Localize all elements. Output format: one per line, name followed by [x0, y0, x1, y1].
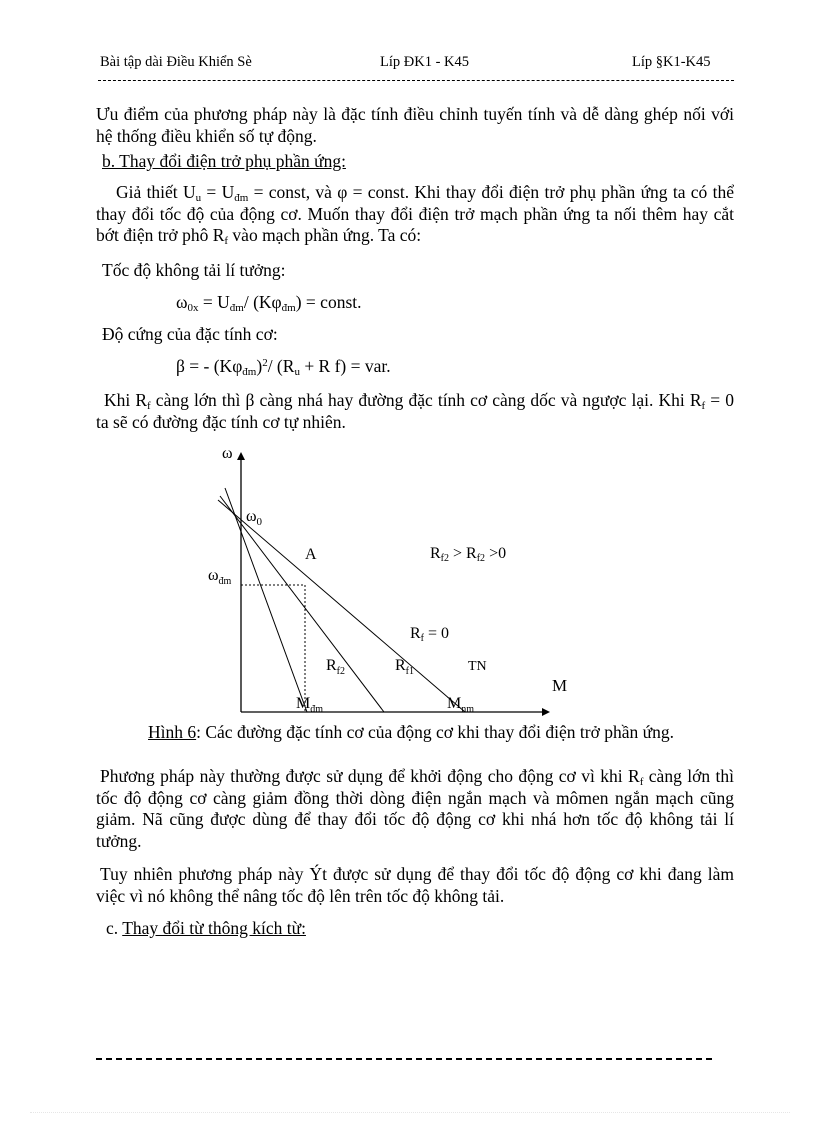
- page-edge-divider: [30, 1112, 790, 1113]
- point-a-label: A: [305, 546, 317, 563]
- ideal-speed-label: Tốc độ không tải lí tưởng:: [102, 260, 286, 280]
- paragraph-3: Phương pháp này thường được sử dụng để khởi động cho động cơ vì khi $R_f$ càng lớn thì tốc độ động cơ càng giảm đồng thời dòng điện ngắn mạch và mômen ngắn mạch cũng giảm. Nã cũng được dùng để thay đổi tốc độ động cơ khi nhá hơn tốc độ không tải lí tưởng.: [96, 766, 734, 851]
- tn-label: TN: [468, 659, 487, 674]
- paragraph-4: Tuy nhiên phương pháp này Ýt được sử dụng để thay đổi tốc độ động cơ khi đang làm việc vì nó không thể nâng tốc độ lên trên tốc độ không tải.: [96, 864, 734, 906]
- stiffness-formula: β = - $(K\varphi_{đm})^2/$ ($R_u + R$ f) = var.: [176, 356, 391, 378]
- line-natural-characteristic: [218, 500, 465, 712]
- x-axis-label: M: [552, 676, 568, 695]
- section-b-paragraph-2: Khi $R_f$ càng lớn thì β càng nhá hay đường đặc tính cơ càng dốc và ngược lại. Khi $R_f = 0$ ta sẽ có đường đặc tính cơ tự nhiên.: [96, 390, 734, 432]
- intro-paragraph: Ưu điểm của phương pháp này là đặc tính điều chỉnh tuyến tính và dễ dàng ghép nối với hệ thống điều khiển số tự động.: [96, 104, 734, 146]
- footer-divider: [96, 1058, 712, 1060]
- section-b-heading: b. Thay đổi điện trở phụ phần ứng:: [102, 151, 346, 171]
- header-class: Líp ĐK1 - K45: [380, 54, 470, 70]
- rf1-label: $R_{f1}$: [395, 657, 415, 677]
- resistance-relation-label: Rf2 > Rf2 >0: [430, 545, 507, 564]
- y-axis-label: ω: [222, 445, 233, 462]
- section-b-paragraph-1: Giả thiết $U_u = U_{đm}$ = const, và φ = const. Khi thay đổi điện trở phụ phần ứng ta có thể thay đổi tốc độ của động cơ. Muốn thay đổi điện trở mạch phần ứng ta nối thêm hay cắt bớt điện trở phô $R_f$ vào mạch phần ứng. Ta có:: [96, 182, 734, 247]
- omega-dm-label: $\omega_{đm}$: [208, 567, 232, 587]
- mdm-label: $M_{đm}$: [296, 695, 324, 715]
- line-rf2: [225, 488, 307, 712]
- mnm-label: $M_{nm}$: [447, 695, 475, 715]
- line-rf1: [220, 496, 384, 712]
- figure-caption: Hình 6: Các đường đặc tính cơ của động cơ khi thay đổi điện trở phần ứng.: [148, 722, 674, 742]
- rf-zero-label: Rf = 0: [410, 625, 450, 644]
- omega0-label: $\omega_0$: [246, 508, 263, 528]
- header-class-right: Líp §K1-K45: [632, 54, 711, 70]
- ideal-speed-formula: $\omega_{0x} = U_{đm}/$ $(K\varphi_{đm})$ = const.: [176, 292, 362, 314]
- header-title: Bài tập dài Điều Khiển Sè: [100, 54, 252, 70]
- section-c-heading: c. Thay đổi từ thông kích từ:: [106, 918, 306, 938]
- rf2-label: $R_{f2}$: [326, 657, 346, 677]
- stiffness-label: Độ cứng của đặc tính cơ:: [102, 324, 278, 344]
